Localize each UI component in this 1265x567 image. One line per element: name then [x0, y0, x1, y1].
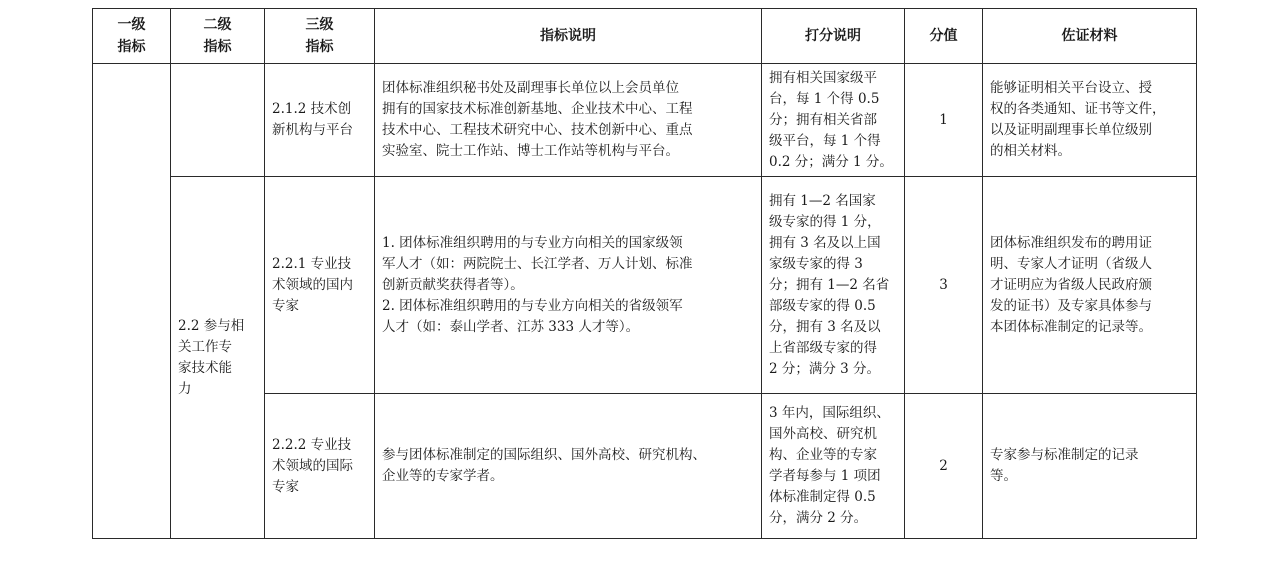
evidence-cell: 能够证明相关平台设立、授 权的各类通知、证书等文件， 以及证明副理事长单位级别 的相关材料。 [983, 64, 1197, 177]
description-cell: 团体标准组织秘书处及副理事长单位以上会员单位 拥有的国家技术标准创新基地、企业技术中心、工程 技术中心、工程技术研究中心、技术创新中心、重点 实验室、院士工作站、博士工作站等机构与平台。 [375, 64, 762, 177]
evidence-cell: 专家参与标准制定的记录 等。 [983, 394, 1197, 539]
scoring-cell: 3 年内，国际组织、 国外高校、研究机 构、企业等的专家 学者每参与 1 项团 体标准制定得 0.5 分，满分 2 分。 [762, 394, 905, 539]
header-evidence: 佐证材料 [983, 9, 1197, 64]
level3-cell: 2.2.2 专业技 术领域的国际 专家 [265, 394, 375, 539]
level3-cell: 2.2.1 专业技 术领域的国内 专家 [265, 177, 375, 394]
level2-cell: 2.2 参与相 关工作专 家技术能 力 [171, 177, 265, 539]
header-level2: 二级 指标 [171, 9, 265, 64]
table-row [93, 177, 1197, 394]
description-cell: 1. 团体标准组织聘用的与专业方向相关的国家级领 军人才（如：两院院士、长江学者、万人计划、标准 创新贡献奖获得者等）。 2. 团体标准组织聘用的与专业方向相关的省级领军 人才（如：泰山学者、江苏 333 人才等）。 [375, 177, 762, 394]
table-header-row [93, 9, 1197, 64]
table-row [93, 64, 1197, 177]
level1-cell [93, 64, 171, 539]
scoring-cell: 拥有相关国家级平 台，每 1 个得 0.5 分；拥有相关省部 级平台，每 1 个得 0.2 分；满分 1 分。 [762, 64, 905, 177]
header-scoring: 打分说明 [762, 9, 905, 64]
header-level3: 三级 指标 [265, 9, 375, 64]
scoring-cell: 拥有 1—2 名国家 级专家的得 1 分， 拥有 3 名及以上国 家级专家的得 3 分；拥有 1—2 名省 部级专家的得 0.5 分，拥有 3 名及以 上省部级专家的得 2 分；满分 3 分。 [762, 177, 905, 394]
header-description: 指标说明 [375, 9, 762, 64]
criteria-table [92, 8, 1197, 539]
header-score: 分值 [905, 9, 983, 64]
score-cell: 3 [905, 177, 983, 394]
score-cell: 1 [905, 64, 983, 177]
header-level1: 一级 指标 [93, 9, 171, 64]
level3-cell: 2.1.2 技术创 新机构与平台 [265, 64, 375, 177]
description-cell: 参与团体标准制定的国际组织、国外高校、研究机构、 企业等的专家学者。 [375, 394, 762, 539]
evidence-cell: 团体标准组织发布的聘用证 明、专家人才证明（省级人 才证明应为省级人民政府颁 发的证书）及专家具体参与 本团体标准制定的记录等。 [983, 177, 1197, 394]
score-cell: 2 [905, 394, 983, 539]
level2-cell-empty [171, 64, 265, 177]
